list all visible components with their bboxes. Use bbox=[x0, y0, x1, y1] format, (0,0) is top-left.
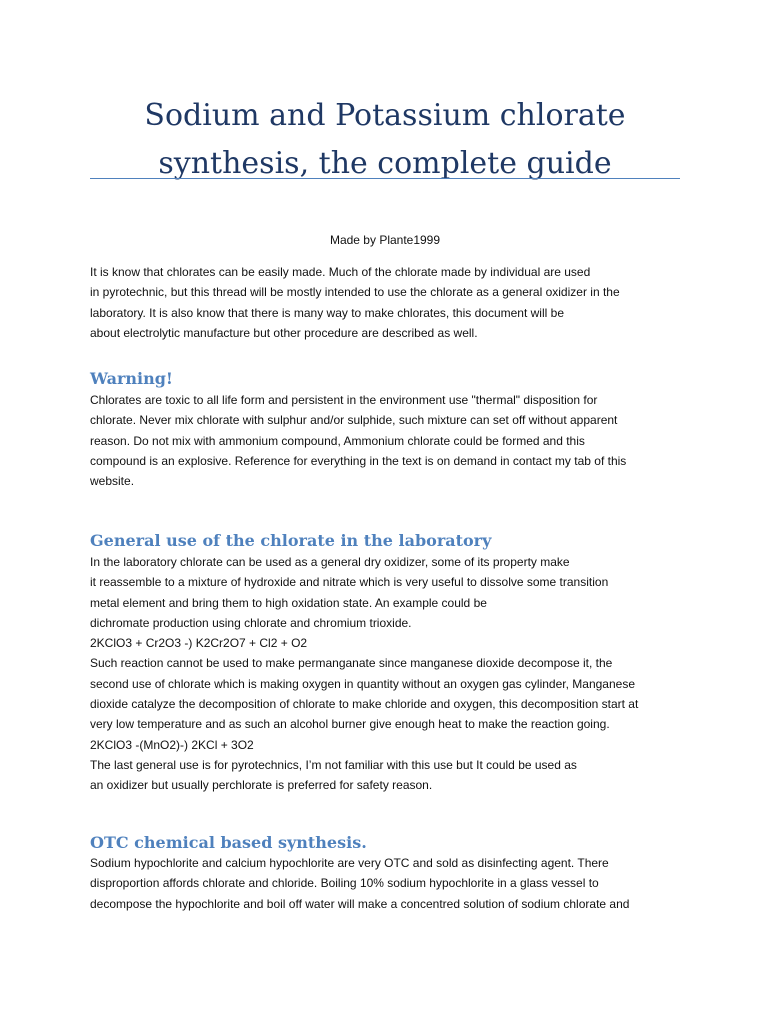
text-line: decompose the hypochlorite and boil off water will make a concentred solution of sodium chlorate and bbox=[90, 896, 630, 911]
text-line: laboratory. It is also know that there is many way to make chlorates, this document will be bbox=[90, 305, 564, 320]
text-line: The last general use is for pyrotechnics, I’m not familiar with this use but It could be used as bbox=[90, 757, 577, 772]
equation-line: 2KClO3 -(MnO2)-) 2KCl + 3O2 bbox=[90, 737, 254, 752]
equation-line: 2KClO3 + Cr2O3 -) K2Cr2O7 + Cl2 + O2 bbox=[90, 636, 308, 651]
warning-paragraph bbox=[90, 390, 682, 491]
otc-paragraph bbox=[90, 853, 682, 914]
text-line: metal element and bring them to high oxidation state. An example could be bbox=[90, 595, 487, 610]
general-use-heading: General use of the chlorate in the laboratory bbox=[90, 531, 492, 550]
text-line: an oxidizer but usually perchlorate is preferred for safety reason. bbox=[90, 778, 433, 793]
text-line: in pyrotechnic, but this thread will be mostly intended to use the chlorate as a general oxidizer in the bbox=[90, 285, 620, 300]
document-title bbox=[90, 92, 680, 188]
warning-heading: Warning! bbox=[90, 369, 173, 388]
text-line: disproportion affords chlorate and chloride. Boiling 10% sodium hypochlorite in a glass vessel to bbox=[90, 876, 599, 891]
general-use-paragraph bbox=[90, 552, 682, 796]
title-underline bbox=[90, 178, 680, 179]
intro-paragraph bbox=[90, 262, 682, 343]
text-line: reason. Do not mix with ammonium compound, Ammonium chlorate could be formed and this bbox=[90, 433, 585, 448]
text-line: it reassemble to a mixture of hydroxide and nitrate which is very useful to dissolve some transition bbox=[90, 575, 609, 590]
text-line: In the laboratory chlorate can be used as a general dry oxidizer, some of its property make bbox=[90, 555, 570, 569]
text-line: It is know that chlorates can be easily made. Much of the chlorate made by individual are used bbox=[90, 265, 591, 279]
text-line: second use of chlorate which is making oxygen in quantity without an oxygen gas cylinder, Manganese bbox=[90, 676, 635, 691]
text-line: dioxide catalyze the decomposition of chlorate to make chloride and oxygen, this decomposition start at bbox=[90, 697, 639, 712]
title-line-1: Sodium and Potassium chlorate bbox=[144, 98, 626, 133]
text-line: chlorate. Never mix chlorate with sulphur and/or sulphide, such mixture can set off without apparent bbox=[90, 413, 618, 428]
text-line: dichromate production using chlorate and chromium trioxide. bbox=[90, 615, 412, 630]
text-line: compound is an explosive. Reference for everything in the text is on demand in contact my tab of this bbox=[90, 453, 627, 468]
author-byline: Made by Plante1999 bbox=[329, 233, 441, 247]
title-line-2: synthesis, the complete guide bbox=[158, 146, 612, 181]
otc-heading: OTC chemical based synthesis. bbox=[90, 833, 367, 852]
text-line: about electrolytic manufacture but other procedure are described as well. bbox=[90, 325, 478, 340]
text-line: very low temperature and as such an alcohol burner give enough heat to make the reaction going. bbox=[90, 717, 610, 732]
text-line: Such reaction cannot be used to make permanganate since manganese dioxide decompose it, the bbox=[90, 656, 613, 671]
text-line: Sodium hypochlorite and calcium hypochlorite are very OTC and sold as disinfecting agent. There bbox=[90, 856, 609, 870]
text-line: Chlorates are toxic to all life form and persistent in the environment use "thermal" disposition for bbox=[90, 393, 598, 407]
text-line: website. bbox=[90, 474, 135, 489]
